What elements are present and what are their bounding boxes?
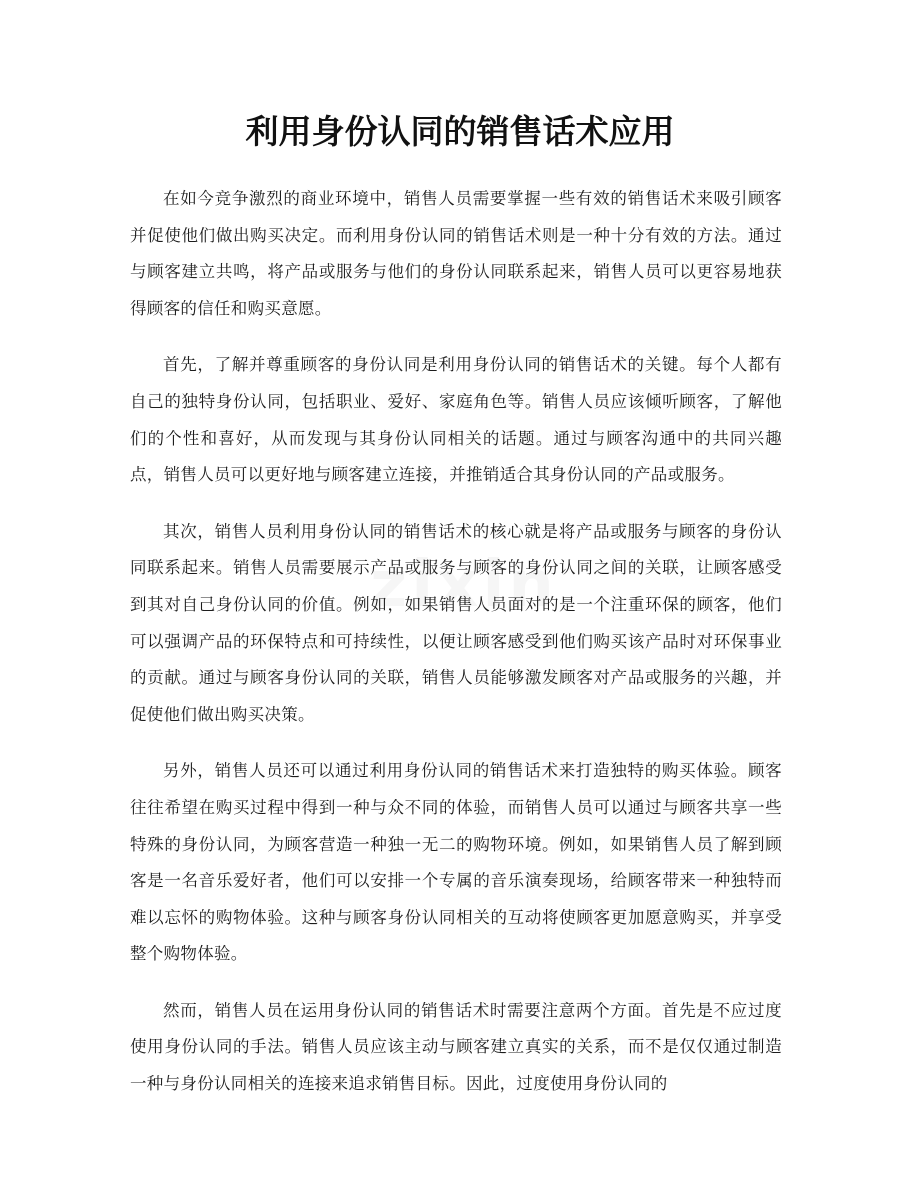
- paragraph-first-point: 首先，了解并尊重顾客的身份认同是利用身份认同的销售话术的关键。每个人都有自己的独特身份认同，包括职业、爱好、家庭角色等。销售人员应该倾听顾客，了解他们的个性和喜好，从而发现与其身份认同相关的话题。通过与顾客沟通中的共同兴趣点，销售人员可以更好地与顾客建立连接，并推销适合其身份认同的产品或服务。: [130, 355, 782, 485]
- paragraph-intro: 在如今竞争激烈的商业环境中，销售人员需要掌握一些有效的销售话术来吸引顾客并促使他们做出购买决定。而利用身份认同的销售话术则是一种十分有效的方法。通过与顾客建立共鸣，将产品或服务与他们的身份认同联系起来，销售人员可以更容易地获得顾客的信任和购买意愿。: [130, 189, 782, 318]
- document-body: [130, 181, 782, 1123]
- paragraph-third-point: 另外，销售人员还可以通过利用身份认同的销售话术来打造独特的购买体验。顾客往往希望在购买过程中得到一种与众不同的体验，而销售人员可以通过与顾客共享一些特殊的身份认同，为顾客营造一种独一无二的购物环境。例如，如果销售人员了解到顾客是一名音乐爱好者，他们可以安排一个专属的音乐演奏现场，给顾客带来一种独特而难以忘怀的购物体验。这种与顾客身份认同相关的互动将使顾客更加愿意购买，并享受整个购物体验。: [130, 761, 782, 964]
- paragraph-second-point: 其次，销售人员利用身份认同的销售话术的核心就是将产品或服务与顾客的身份认同联系起来。销售人员需要展示产品或服务与顾客的身份认同之间的关联，让顾客感受到其对自己身份认同的价值。例如，如果销售人员面对的是一个注重环保的顾客，他们可以强调产品的环保特点和可持续性，以便让顾客感受到他们购买该产品时对环保事业的贡献。通过与顾客身份认同的关联，销售人员能够激发顾客对产品或服务的兴趣，并促使他们做出购买决策。: [130, 521, 782, 724]
- paragraph-caution: 然而，销售人员在运用身份认同的销售话术时需要注意两个方面。首先是不应过度使用身份认同的手法。销售人员应该主动与顾客建立真实的关系，而不是仅仅通过制造一种与身份认同相关的连接来追求销售目标。因此，过度使用身份认同的: [130, 1000, 782, 1094]
- document-title: 利用身份认同的销售话术应用: [245, 112, 675, 151]
